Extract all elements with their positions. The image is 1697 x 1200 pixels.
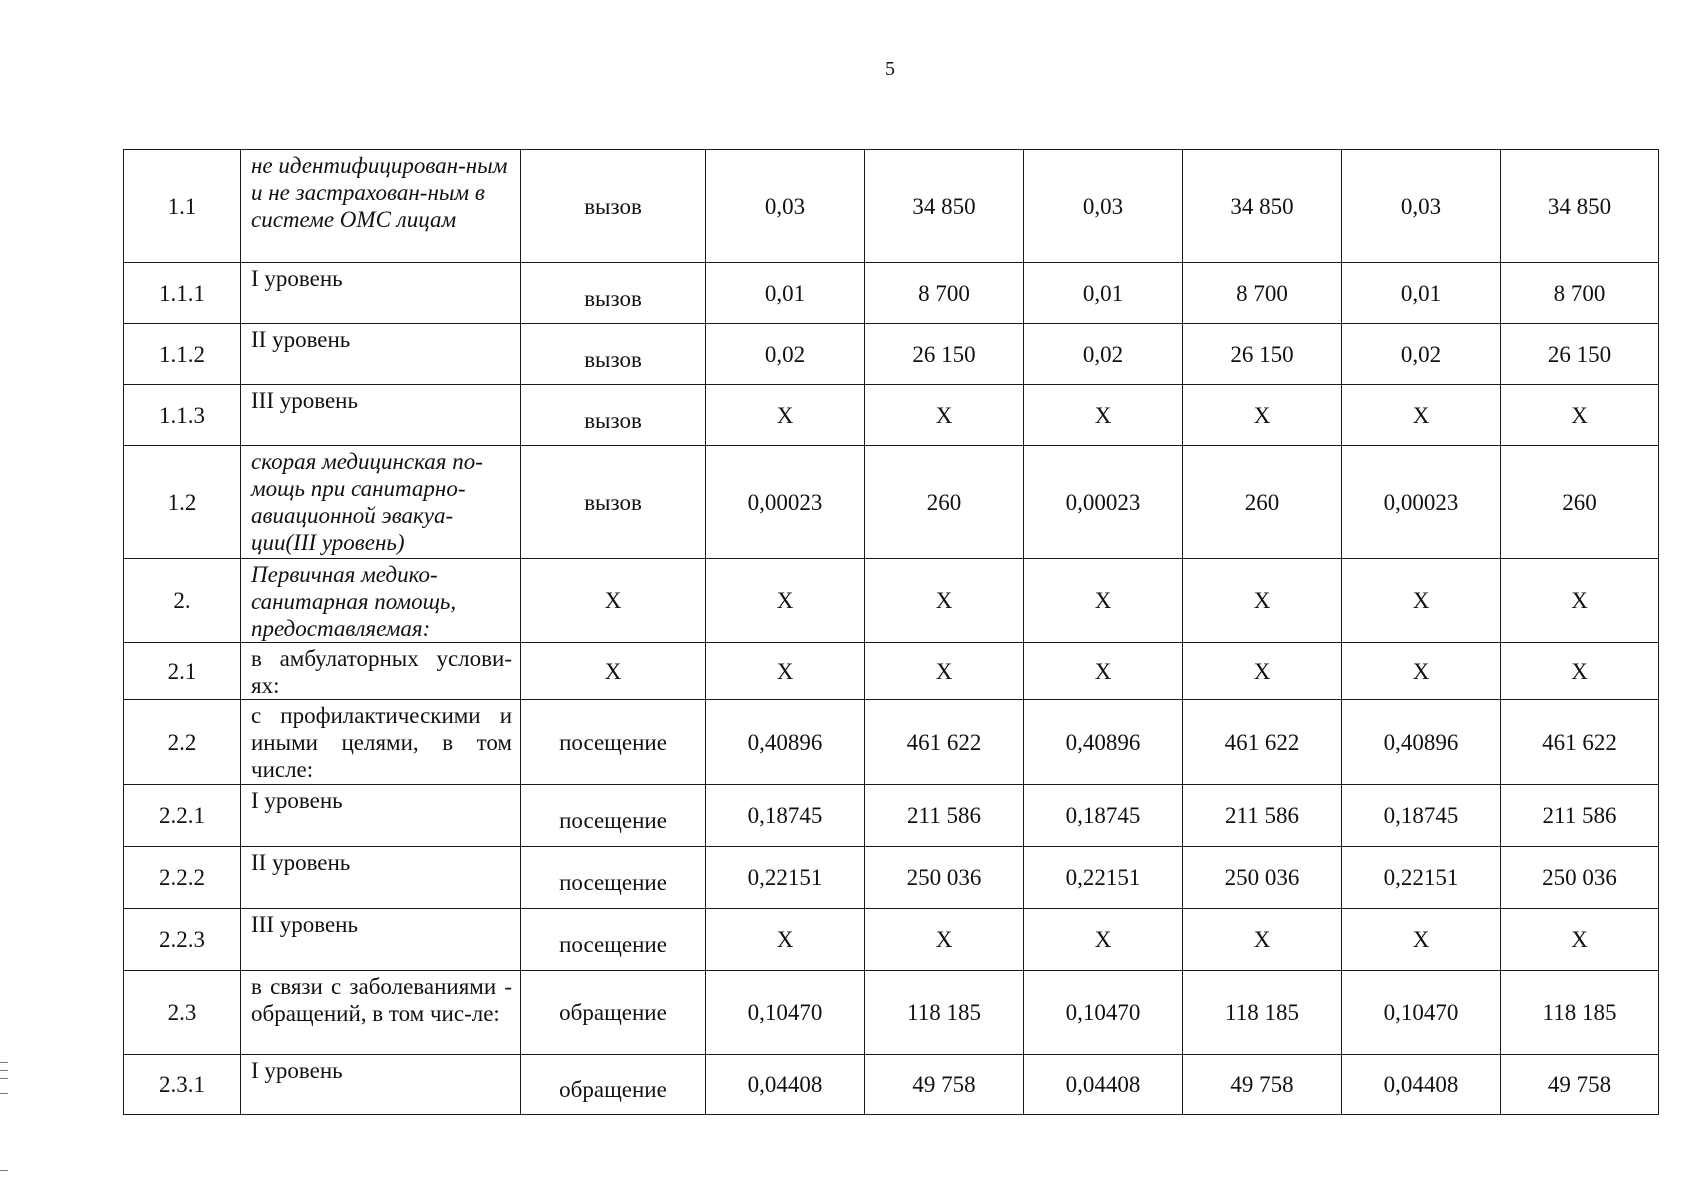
value-cell: 0,02	[1342, 324, 1501, 385]
table-row	[124, 909, 1659, 971]
table-row	[124, 1055, 1659, 1115]
volume-table	[123, 149, 1659, 1115]
row-number: 2.1	[124, 643, 241, 700]
row-name: не идентифицирован-ным и не застрахован-ным в системе ОМС лицам	[241, 150, 521, 263]
value-cell: X	[1024, 385, 1183, 446]
value-cell: X	[1024, 909, 1183, 971]
value-cell: 0,03	[1342, 150, 1501, 263]
unit-text: посещение	[559, 729, 667, 755]
row-name: III уровень	[241, 385, 521, 446]
scan-edge-mark	[0, 1062, 8, 1063]
value-cell: 0,01	[1342, 263, 1501, 324]
value-cell: 0,04408	[1024, 1055, 1183, 1115]
unit-text: обращение	[559, 1000, 667, 1025]
value-cell: 0,02	[706, 324, 865, 385]
value-cell: 0,01	[1024, 263, 1183, 324]
row-unit	[521, 700, 706, 785]
row-name: I уровень	[241, 785, 521, 847]
row-unit	[521, 847, 706, 909]
value-cell: X	[706, 559, 865, 643]
value-cell: X	[1342, 385, 1501, 446]
value-cell: 0,02	[1024, 324, 1183, 385]
value-cell: 461 622	[865, 700, 1024, 785]
unit-text: X	[604, 588, 622, 613]
unit-text: посещение	[559, 808, 667, 833]
row-name: II уровень	[241, 847, 521, 909]
unit-text: X	[604, 658, 622, 684]
row-unit	[521, 446, 706, 559]
unit-text: посещение	[559, 870, 667, 895]
value-cell: X	[865, 643, 1024, 700]
table-row	[124, 700, 1659, 785]
row-number: 1.1.2	[124, 324, 241, 385]
value-cell: X	[1024, 643, 1183, 700]
value-cell: X	[865, 909, 1024, 971]
value-cell: 0,22151	[706, 847, 865, 909]
row-name: II уровень	[241, 324, 521, 385]
value-cell: 0,04408	[1342, 1055, 1501, 1115]
row-name: Первичная медико-санитарная помощь, предоставляемая:	[241, 559, 521, 643]
table-row	[124, 559, 1659, 643]
row-number: 2.2.3	[124, 909, 241, 971]
value-cell: 118 185	[1501, 971, 1659, 1055]
row-unit	[521, 971, 706, 1055]
row-unit	[521, 643, 706, 700]
value-cell: 0,10470	[706, 971, 865, 1055]
value-cell: 0,03	[706, 150, 865, 263]
unit-text: вызов	[584, 193, 642, 219]
row-number: 2.3	[124, 971, 241, 1055]
row-name: в связи с заболеваниями - обращений, в том чис-ле:	[241, 971, 521, 1055]
value-cell: X	[1183, 559, 1342, 643]
unit-text: вызов	[584, 346, 642, 372]
value-cell: X	[1501, 385, 1659, 446]
value-cell: X	[1501, 643, 1659, 700]
table-row	[124, 847, 1659, 909]
page-number: 5	[885, 58, 895, 80]
value-cell: 26 150	[1501, 324, 1659, 385]
value-cell: 250 036	[1501, 847, 1659, 909]
value-cell: 0,01	[706, 263, 865, 324]
value-cell: 0,00023	[1342, 446, 1501, 559]
unit-text: вызов	[584, 285, 642, 311]
value-cell: 211 586	[1501, 785, 1659, 847]
value-cell: 0,03	[1024, 150, 1183, 263]
scan-edge-mark	[0, 1070, 8, 1071]
table-row	[124, 263, 1659, 324]
value-cell: 461 622	[1183, 700, 1342, 785]
value-cell: 0,10470	[1342, 971, 1501, 1055]
row-name: в амбулаторных услови-ях:	[241, 643, 521, 700]
row-name: I уровень	[241, 1055, 521, 1115]
unit-text: вызов	[584, 489, 642, 515]
row-name: скорая медицинская по-мощь при санитарно-авиационной эвакуа-ции(III уровень)	[241, 446, 521, 559]
value-cell: X	[1342, 909, 1501, 971]
value-cell: 0,22151	[1342, 847, 1501, 909]
row-unit	[521, 150, 706, 263]
row-number: 2.	[124, 559, 241, 643]
row-number: 1.1	[124, 150, 241, 263]
value-cell: 0,18745	[1024, 785, 1183, 847]
value-cell: X	[706, 643, 865, 700]
row-name: III уровень	[241, 909, 521, 971]
row-name: I уровень	[241, 263, 521, 324]
table-body	[124, 150, 1659, 1115]
value-cell: X	[706, 385, 865, 446]
value-cell: 260	[865, 446, 1024, 559]
value-cell: 211 586	[1183, 785, 1342, 847]
table-row	[124, 385, 1659, 446]
row-unit	[521, 324, 706, 385]
value-cell: 211 586	[865, 785, 1024, 847]
value-cell: 26 150	[865, 324, 1024, 385]
row-number: 1.1.3	[124, 385, 241, 446]
value-cell: 250 036	[865, 847, 1024, 909]
table-row	[124, 324, 1659, 385]
row-unit	[521, 1055, 706, 1115]
value-cell: X	[865, 385, 1024, 446]
value-cell: X	[865, 559, 1024, 643]
table-row	[124, 785, 1659, 847]
value-cell: X	[1501, 559, 1659, 643]
value-cell: 118 185	[865, 971, 1024, 1055]
value-cell: 461 622	[1501, 700, 1659, 785]
value-cell: X	[1501, 909, 1659, 971]
value-cell: 34 850	[1183, 150, 1342, 263]
value-cell: X	[1183, 385, 1342, 446]
value-cell: 34 850	[1501, 150, 1659, 263]
row-number: 2.2.1	[124, 785, 241, 847]
unit-text: вызов	[584, 407, 642, 433]
row-unit	[521, 385, 706, 446]
row-number: 2.3.1	[124, 1055, 241, 1115]
row-number: 1.2	[124, 446, 241, 559]
value-cell: 8 700	[1183, 263, 1342, 324]
row-unit	[521, 909, 706, 971]
scan-edge-mark	[0, 1078, 8, 1079]
value-cell: 0,40896	[1342, 700, 1501, 785]
value-cell: X	[1342, 559, 1501, 643]
value-cell: X	[1183, 643, 1342, 700]
row-number: 2.2.2	[124, 847, 241, 909]
table-row	[124, 150, 1659, 263]
value-cell: 0,10470	[1024, 971, 1183, 1055]
value-cell: 0,00023	[1024, 446, 1183, 559]
scan-edge-mark	[0, 1170, 8, 1171]
table-row	[124, 971, 1659, 1055]
value-cell: 26 150	[1183, 324, 1342, 385]
table-row	[124, 643, 1659, 700]
value-cell: 49 758	[1183, 1055, 1342, 1115]
value-cell: X	[1024, 559, 1183, 643]
value-cell: 0,18745	[1342, 785, 1501, 847]
unit-text: обращение	[559, 1077, 667, 1102]
value-cell: 0,22151	[1024, 847, 1183, 909]
value-cell: 0,40896	[1024, 700, 1183, 785]
value-cell: X	[1342, 643, 1501, 700]
value-cell: X	[706, 909, 865, 971]
value-cell: 0,00023	[706, 446, 865, 559]
value-cell: 8 700	[1501, 263, 1659, 324]
row-unit	[521, 559, 706, 643]
row-unit	[521, 263, 706, 324]
scan-edge-mark	[0, 1093, 8, 1094]
value-cell: 260	[1183, 446, 1342, 559]
value-cell: 250 036	[1183, 847, 1342, 909]
value-cell: 0,40896	[706, 700, 865, 785]
row-unit	[521, 785, 706, 847]
row-number: 2.2	[124, 700, 241, 785]
value-cell: 34 850	[865, 150, 1024, 263]
unit-text: посещение	[559, 932, 667, 957]
value-cell: 118 185	[1183, 971, 1342, 1055]
row-number: 1.1.1	[124, 263, 241, 324]
table-row	[124, 446, 1659, 559]
value-cell: 49 758	[1501, 1055, 1659, 1115]
value-cell: 0,18745	[706, 785, 865, 847]
value-cell: 8 700	[865, 263, 1024, 324]
row-name: с профилактическими и иными целями, в том числе:	[241, 700, 521, 785]
value-cell: 49 758	[865, 1055, 1024, 1115]
value-cell: 0,04408	[706, 1055, 865, 1115]
value-cell: X	[1183, 909, 1342, 971]
value-cell: 260	[1501, 446, 1659, 559]
